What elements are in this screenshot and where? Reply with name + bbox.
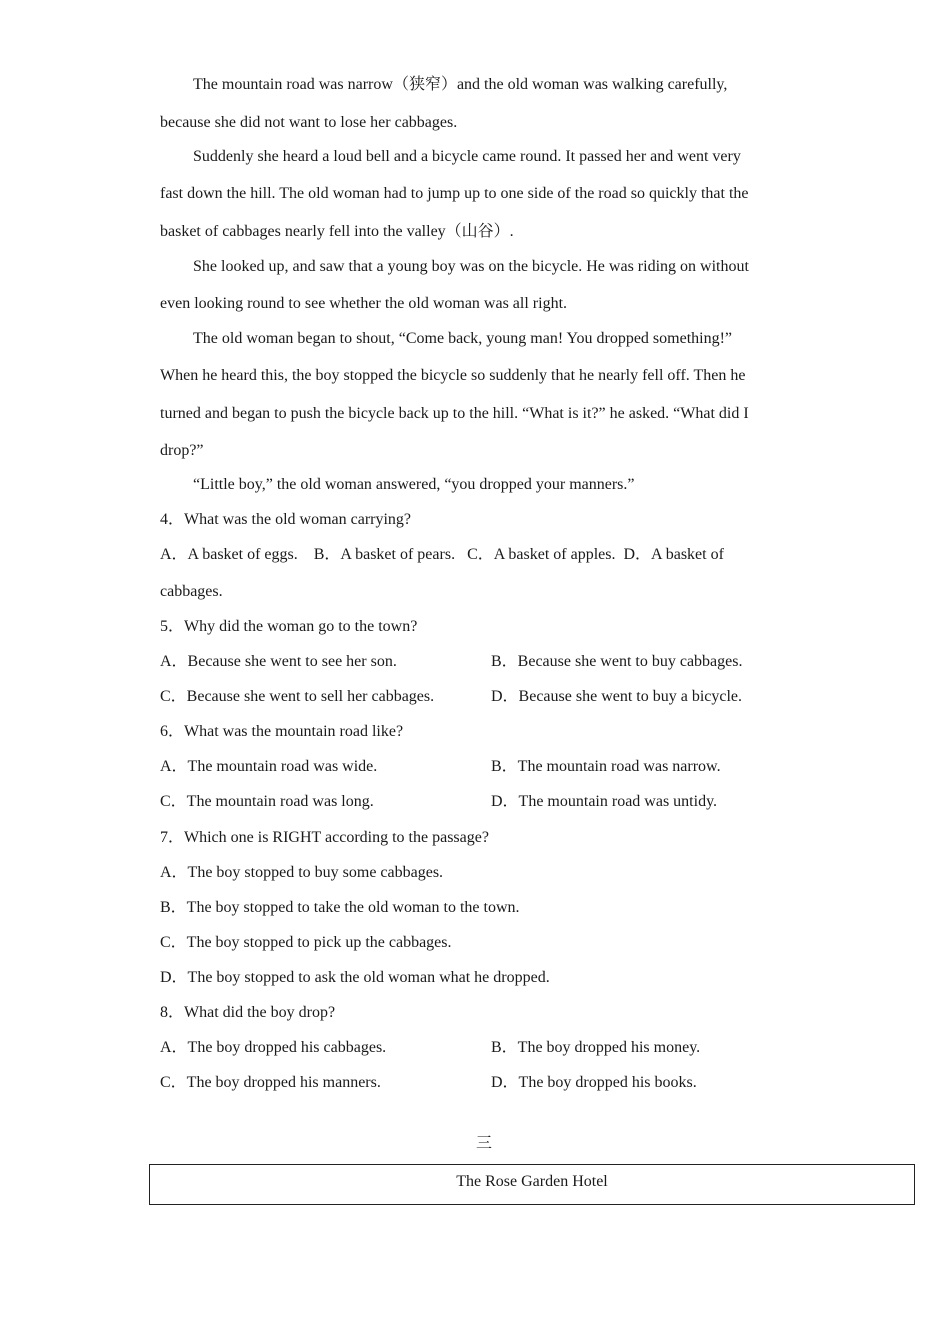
passage-p2-line1: Suddenly she heard a loud bell and a bicycle came round. It passed her and went very	[193, 148, 741, 165]
question-4-stem: 4．What was the old woman carrying?	[160, 511, 412, 528]
passage-p4-line3: turned and began to push the bicycle back up to the hill. “What is it?” he asked. “What did I	[160, 405, 749, 422]
question-6-stem: 6．What was the mountain road like?	[160, 723, 404, 740]
question-5-option-d: D．Because she went to buy a bicycle.	[491, 688, 743, 705]
question-8-option-a: A．The boy dropped his cabbages.	[160, 1039, 387, 1056]
question-5-stem: 5．Why did the woman go to the town?	[160, 618, 418, 635]
passage-p1-line2: because she did not want to lose her cabbages.	[160, 114, 458, 131]
question-8-option-b: B．The boy dropped his money.	[491, 1039, 701, 1056]
passage-p5-line1: “Little boy,” the old woman answered, “you dropped your manners.”	[193, 476, 635, 493]
section-marker: 三	[476, 1135, 493, 1152]
passage-p4-line1: The old woman began to shout, “Come back, young man! You dropped something!”	[193, 330, 733, 347]
question-4-options-cont: cabbages.	[160, 583, 223, 600]
hotel-table-title: The Rose Garden Hotel	[456, 1173, 608, 1190]
question-6-option-a: A．The mountain road was wide.	[160, 758, 378, 775]
question-8-option-d: D．The boy dropped his books.	[491, 1074, 697, 1091]
question-5-option-a: A．Because she went to see her son.	[160, 653, 397, 670]
question-6-option-b: B．The mountain road was narrow.	[491, 758, 721, 775]
passage-p3-line1: She looked up, and saw that a young boy was on the bicycle. He was riding on without	[193, 258, 749, 275]
question-7-option-a: A．The boy stopped to buy some cabbages.	[160, 864, 444, 881]
question-7-stem: 7．Which one is RIGHT according to the passage?	[160, 829, 489, 846]
question-7-option-c: C．The boy stopped to pick up the cabbages.	[160, 934, 452, 951]
passage-p4-line4: drop?”	[160, 442, 204, 459]
question-7-option-b: B．The boy stopped to take the old woman to the town.	[160, 899, 520, 916]
passage-p2-line2: fast down the hill. The old woman had to jump up to one side of the road so quickly that the	[160, 185, 749, 202]
question-4-options: A．A basket of eggs. B．A basket of pears. C．A basket of apples. D．A basket of	[160, 546, 724, 563]
question-7-option-d: D．The boy stopped to ask the old woman what he dropped.	[160, 969, 550, 986]
hotel-table	[149, 1164, 915, 1205]
passage-p1-line1: The mountain road was narrow（狭窄）and the old woman was walking carefully,	[193, 76, 728, 93]
question-8-option-c: C．The boy dropped his manners.	[160, 1074, 381, 1091]
passage-p3-line2: even looking round to see whether the old woman was all right.	[160, 295, 568, 312]
question-5-option-c: C．Because she went to sell her cabbages.	[160, 688, 435, 705]
question-5-option-b: B．Because she went to buy cabbages.	[491, 653, 743, 670]
question-6-option-d: D．The mountain road was untidy.	[491, 793, 718, 810]
passage-p4-line2: When he heard this, the boy stopped the bicycle so suddenly that he nearly fell off. Then he	[160, 367, 746, 384]
question-6-option-c: C．The mountain road was long.	[160, 793, 374, 810]
question-8-stem: 8．What did the boy drop?	[160, 1004, 336, 1021]
passage-p2-line3: basket of cabbages nearly fell into the valley（山谷）.	[160, 223, 514, 240]
